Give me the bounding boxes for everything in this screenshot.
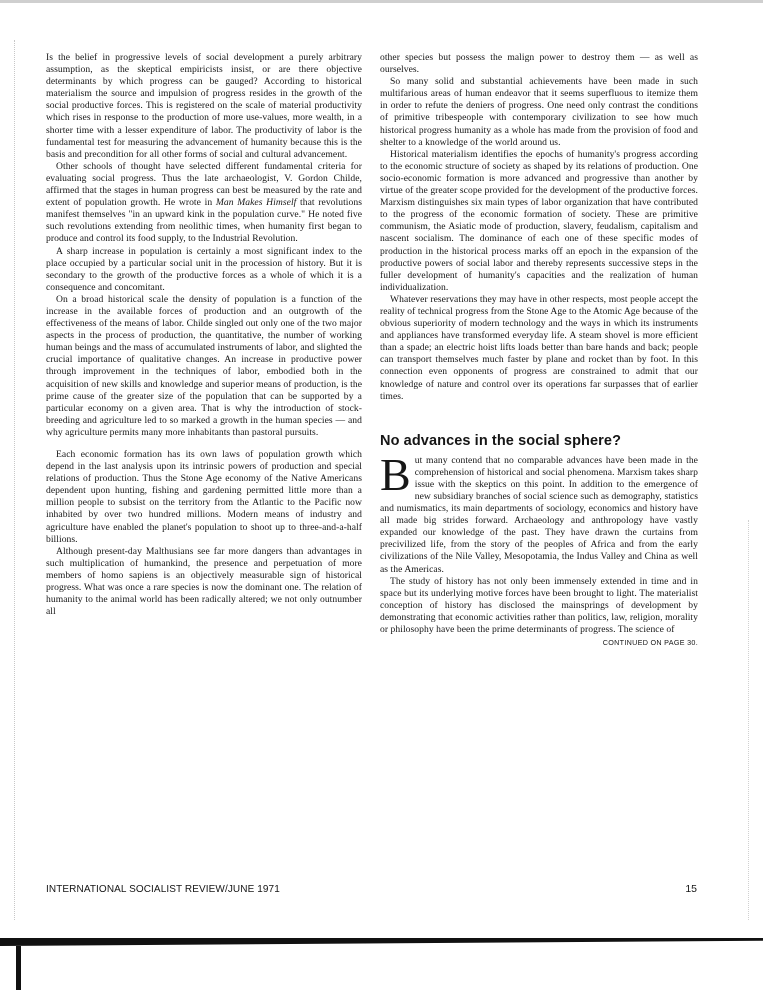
left-column [46,52,362,618]
body-paragraph: Historical materialism identifies the epochs of humanity's progress according to the economic structure of society as shaped by its relations of production. One socio-economic formation is more advanced and progressive than another by virtue of the greater scope provided for the development of the productive forces. Marxism distinguishes six main types of labor organization that have contributed to the progress of the economic formation of society. These are primitive communism, the Asiatic mode of production, slavery, feudalism, capitalism and nascent socialism. The dominance of each one of these specific modes of production in the historical process marks off an epoch in the expansion of the productive powers of social labor and thereby represents successive steps in the fuller development of humanity's capacities and the realization of human individualization. [380,148,698,293]
body-paragraph: Each economic formation has its own laws of population growth which depend in the last analysis upon its intrinsic powers of production and special relations of production. Thus the Stone Age economy of the Native Americans dependent upon hunting, fishing and gardening permitted little more than a million people to subsist on the territory from the Atlantic to the Pacific now inhabited by over two hundred millions. Modern means of industry and agriculture have enabled the planet's population to shoot up to three-and-a-half billions. [46,449,362,545]
body-paragraph: On a broad historical scale the density of population is a function of the increase in the available forces of production and an outgrowth of the effectiveness of the means of labor. Childe singled out only one of the two major aspects in the process of production, the quantitative, the number of working human beings and the mass of accumulated instruments of labor, and slighted the crucial importance of qualitative changes. An increase in productive power through improvement in the techniques of labor, embodied both in the acquisition of new skills and knowledge and superior means of production, is the prime cause of the greater size of the population that can be supported by a particular economy on a given area. That is why the introduction of stock-breeding and agriculture led to so marked a growth in the human species — and why agriculture permits many more inhabitants than pastoral pursuits. [46,293,362,438]
body-paragraph: Is the belief in progressive levels of social development a purely arbitrary assumption, as the skeptical empiricists insist, or are there objective determinants by which progress can be gauged? According to historical materialism the source and impulsion of progress resides in the growth of the social productive forces. This is registered on the scale of material productivity which rises in response to the production of more use-values, more wealth, in a shorter time with a lesser expenditure of labor. The productivity of labor is the fundamental test for measuring the advancement of humanity because this is the basis and precondition for all other forms of social and cultural advancement. [46,52,362,160]
scan-corner-mark [16,946,21,990]
section-heading: No advances in the social sphere? [380,432,622,449]
page-top-rule [0,0,763,3]
body-paragraph [46,161,362,246]
paragraph-text: that revolutions manifest themselves "in an upward kink in the population curve." He noted five such revolutions extending from neolithic times, when humanity first began to produce and control its food supply, to the Industrial Revolution. [46,197,362,245]
paragraph-text: Other schools of thought have selected different fundamental criteria for evaluating social progress. Thus the late archaeologist, V. Gordon Childe, affirmed that the stages in human progress can best be measured by the rate and extent of population growth. He wrote in [46,160,362,209]
publication-footer: INTERNATIONAL SOCIALIST REVIEW/JUNE 1971 [46,884,280,895]
scan-margin-marks [14,40,16,920]
body-paragraph: A sharp increase in population is certainly a most significant index to the place occupied by a particular social unit in the procession of history. But it is secondary to the growth of the productive forces as a whole of which it is a consequence and concomitant. [46,245,362,293]
body-paragraph [380,448,698,576]
scan-margin-marks-right [748,520,750,920]
body-paragraph: So many solid and substantial achievements have been made in such multifarious areas of human endeavor that it seems superfluous to itemize them in order to refute the deniers of progress. One need only contrast the conditions of primitive tribespeople with contemporary civilization to see how much historical progress humanity as a whole has made from the provision of food and shelter to a knowledge of the world around us. [380,76,698,148]
paragraph-text: ut many contend that no comparable advances have been made in the comprehension of historical and social phenomena. Marxism takes sharp issue with the skeptics on this point. In addition to the emergence of new subsidiary branches of social science such as demography, statistics and numismatics, its main departments of sociology, economics and history have all made big strides forward. Archaeology and anthropology have vastly expanded our knowledge of the past. They have drawn the curtains from precivilized life, from the story of the peoples of Africa and from the early civilizations of the Nile Valley, Mesopotamia, the Indus Valley and China as well as the Americas. [380,454,698,575]
book-title: Man Makes Himself [215,197,297,209]
right-column [380,52,698,649]
scan-edge-band [0,938,763,946]
body-paragraph: other species but possess the malign power to destroy them — as well as ourselves. [380,52,698,76]
body-paragraph: Although present-day Malthusians see far more dangers than advantages in such multiplication of humankind, the presence and perpetuation of more members of homo sapiens is an objectively measurable sign of historical progress. What was once a rare species is now the dominant one. The relation of humanity to the animal world has been radically altered; we not only outnumber all [46,545,362,618]
body-paragraph: Whatever reservations they may have in other respects, most people accept the reality of technical progress from the Stone Age to the Atomic Age because of the obvious superiority of modern technology and the ways in which its instruments and appliances have transformed everyday life. A steam shovel is more efficient than a spade; an electric hoist lifts loads better than bare hands and back; people can transport themselves much faster by plane and rocket than by foot. In this connection even opponents of progress are constrained to admit that our knowledge of nature and control over its operations far surpasses that of earlier times. [380,293,698,402]
continued-note: CONTINUED ON PAGE 30. [602,638,698,648]
drop-cap: B [380,448,411,500]
page-number: 15 [685,883,697,895]
body-paragraph: The study of history has not only been immensely extended in time and in space but its underlying motive forces have been brought to light. The materialist conception of history has disclosed the mainsprings of development by demonstrating that economic activities rather than politics, law, religion, morality or philosophy have been the prime determinants of progress. The science of [380,575,698,636]
